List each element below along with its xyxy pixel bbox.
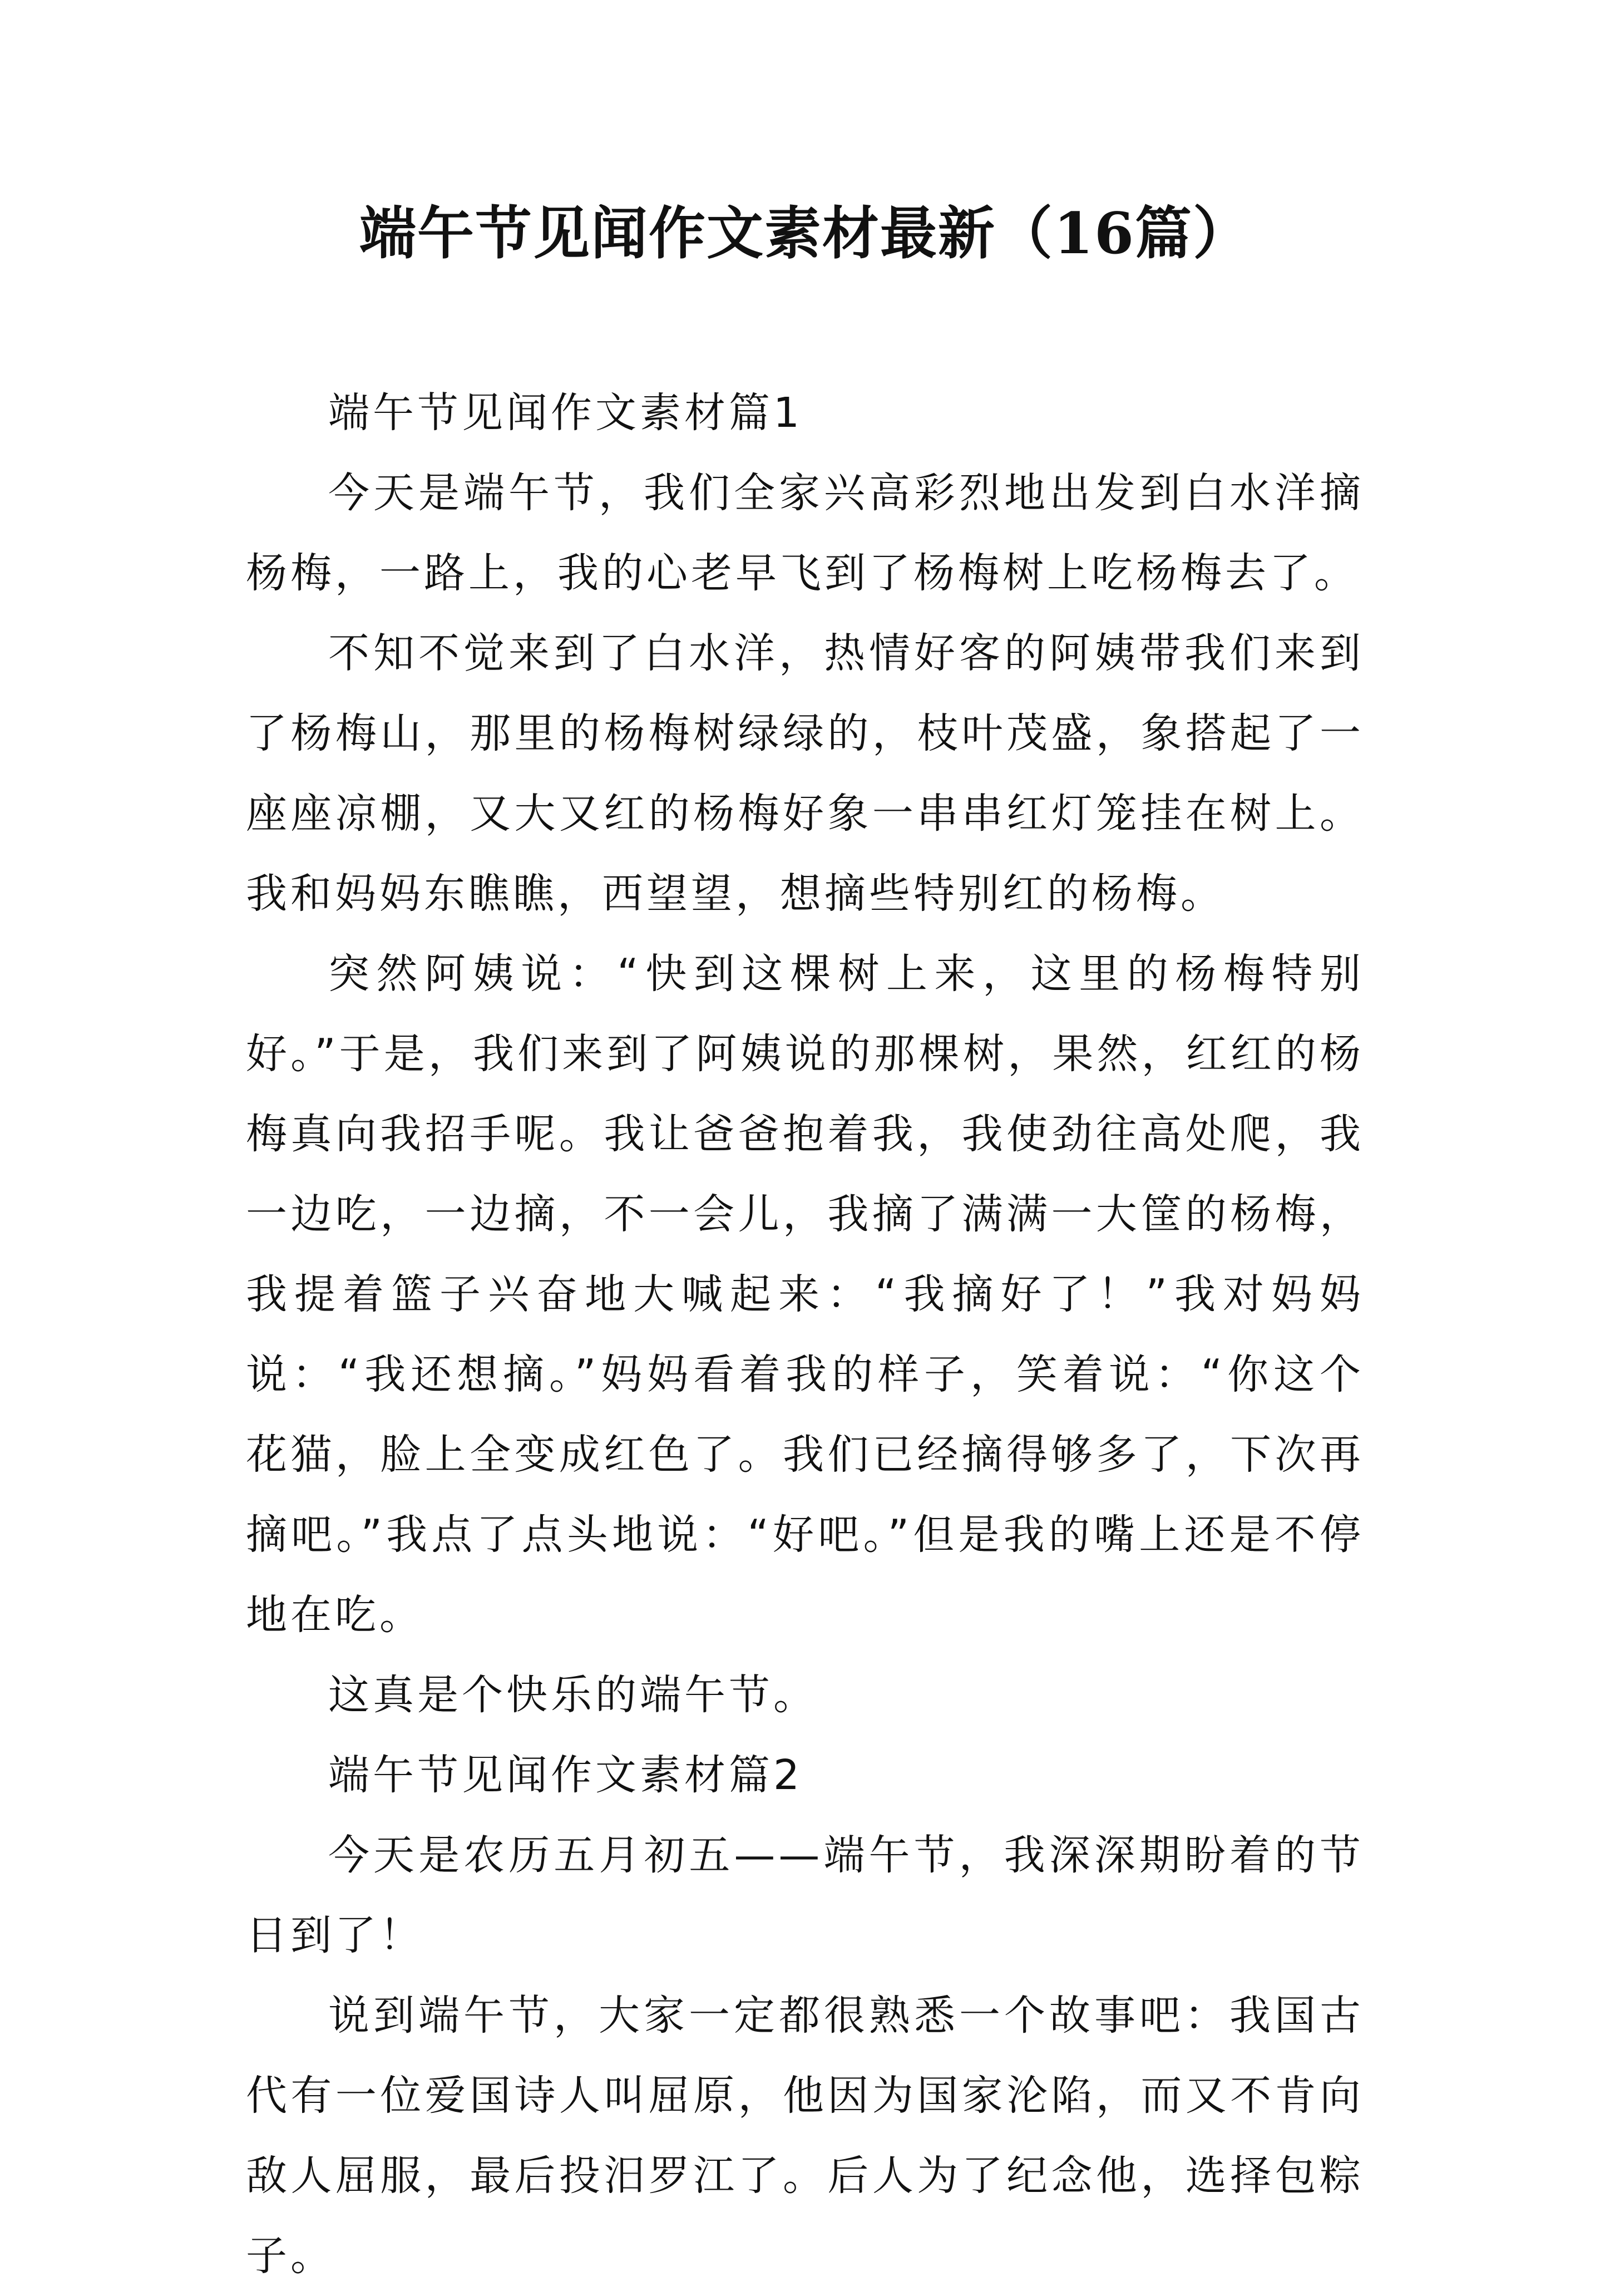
paragraph: 这真是个快乐的端午节。 <box>328 1671 818 1719</box>
section-heading-2: 端午节见闻作文素材篇2 <box>328 1751 803 1799</box>
paragraph: 今天是农历五月初五——端午节，我深深期盼着的节日到了！ <box>246 1831 1364 1959</box>
paragraph: 突然阿姨说：“快到这棵树上来，这里的杨梅特别好。”于是，我们来到了阿姨说的那棵树，果然，红红的杨梅真向我招手呢。我让爸爸抱着我，我使劲往高处爬，我一边吃，一边摘，不一会儿，我摘了满满一大筐的杨梅，我提着篮子兴奋地大喊起来：“我摘好了！”我对妈妈说：“我还想摘。”妈妈看着我的样子，笑着说：“你这个花猫，脸上全变成红色了。我们已经摘得够多了，下次再摘吧。”我点了点头地说：“好吧。”但是我的嘴上还是不停地在吃。 <box>246 950 1364 1639</box>
paragraph: 不知不觉来到了白水洋，热情好客的阿姨带我们来到了杨梅山，那里的杨梅树绿绿的，枝叶茂盛，象搭起了一座座凉棚，又大又红的杨梅好象一串串红灯笼挂在树上。我和妈妈东瞧瞧，西望望，想摘些特别红的杨梅。 <box>246 629 1364 918</box>
section-heading-1: 端午节见闻作文素材篇1 <box>328 389 803 437</box>
document-body <box>246 373 1364 2296</box>
document-title: 端午节见闻作文素材最新（16篇） <box>359 200 1251 267</box>
paragraph: 今天是端午节，我们全家兴高彩烈地出发到白水洋摘杨梅，一路上，我的心老早飞到了杨梅树上吃杨梅去了。 <box>246 469 1364 597</box>
paragraph: 说到端午节，大家一定都很熟悉一个故事吧：我国古代有一位爱国诗人叫屈原，他因为国家沦陷，而又不肯向敌人屈服，最后投汨罗江了。后人为了纪念他，选择包粽子。 <box>246 1992 1364 2280</box>
